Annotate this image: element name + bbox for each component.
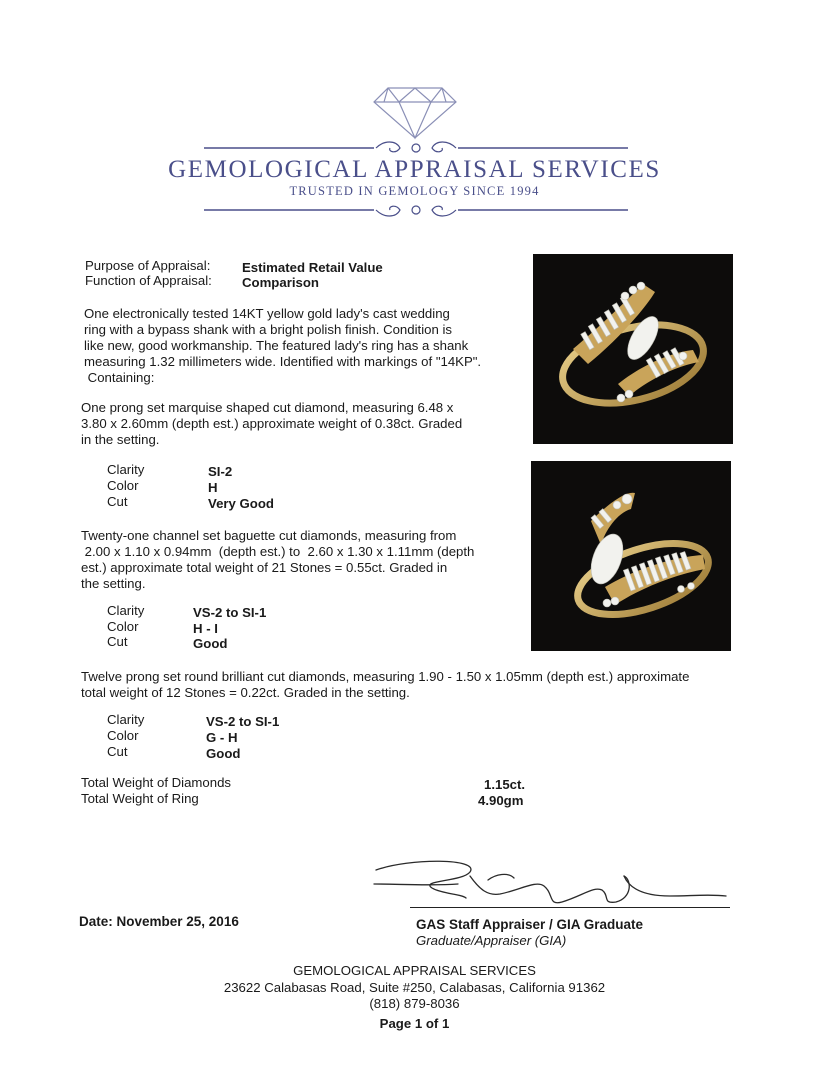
function-value: Comparison	[242, 275, 319, 290]
cut-value: Very Good	[208, 496, 274, 511]
clarity-label: Clarity	[107, 712, 145, 727]
total-ring-value: 4.90gm	[478, 793, 524, 808]
total-diamonds-label: Total Weight of Diamonds	[81, 775, 232, 790]
clarity-label: Clarity	[107, 603, 145, 618]
stone-line: the setting.	[81, 576, 146, 591]
cut-label: Cut	[107, 744, 128, 759]
appraiser-subtitle: Graduate/Appraiser (GIA)	[416, 933, 567, 948]
cut-value: Good	[206, 746, 241, 761]
description-line: like new, good workmanship. The featured lady's ring has a shank	[84, 338, 469, 353]
ring-photo-top	[533, 254, 733, 444]
total-diamonds-value: 1.15ct.	[484, 777, 526, 792]
company-tagline: TRUSTED IN GEMOLOGY SINCE 1994	[289, 184, 540, 198]
stone-line: Twenty-one channel set baguette cut diamonds, measuring from	[81, 528, 457, 543]
stone-line: Twelve prong set round brilliant cut diamonds, measuring 1.90 - 1.50 x 1.05mm (depth est.) approximate	[81, 669, 690, 684]
total-ring-label: Total Weight of Ring	[81, 791, 199, 806]
description-line: Containing:	[84, 370, 155, 385]
diamond-logo-icon	[372, 84, 458, 140]
clarity-value: SI-2	[208, 464, 233, 479]
company-logo-title: GEMOLOGICAL APPRAISAL SERVICES	[168, 156, 661, 183]
description-line: ring with a bypass shank with a bright polish finish. Condition is	[84, 322, 452, 337]
stone-description-marquise	[81, 400, 511, 448]
stone-line: est.) approximate total weight of 21 Stones = 0.55ct. Graded in	[81, 560, 448, 575]
footer-company: GEMOLOGICAL APPRAISAL SERVICES	[293, 963, 536, 978]
color-value: H	[208, 480, 218, 495]
cut-value: Good	[193, 636, 228, 651]
signature-line	[410, 907, 730, 908]
description-line: measuring 1.32 millimeters wide. Identified with markings of "14KP".	[84, 354, 482, 369]
appraisal-date: Date: November 25, 2016	[79, 914, 239, 929]
page-number: Page 1 of 1	[379, 1016, 450, 1031]
color-label: Color	[107, 619, 139, 634]
stone-description-round	[81, 669, 781, 701]
ornament-top-icon	[204, 140, 628, 156]
function-label: Function of Appraisal:	[85, 273, 212, 288]
description-line: One electronically tested 14KT yellow gold lady's cast wedding	[84, 306, 450, 321]
color-label: Color	[107, 728, 139, 743]
clarity-label: Clarity	[107, 462, 145, 477]
stone-line: One prong set marquise shaped cut diamond, measuring 6.48 x	[81, 400, 454, 415]
cut-label: Cut	[107, 634, 128, 649]
clarity-value: VS-2 to SI-1	[193, 605, 267, 620]
signature-scribble	[370, 850, 740, 914]
stone-description-baguette	[81, 528, 521, 592]
footer-address: 23622 Calabasas Road, Suite #250, Calabasas, California 91362	[223, 980, 606, 995]
ornament-bottom-icon	[204, 202, 628, 218]
stone-line: total weight of 12 Stones = 0.22ct. Graded in the setting.	[81, 685, 410, 700]
color-value: G - H	[206, 730, 238, 745]
color-label: Color	[107, 478, 139, 493]
stone-line: in the setting.	[81, 432, 160, 447]
footer-phone: (818) 879-8036	[369, 996, 460, 1011]
ring-photo-side	[531, 461, 731, 651]
purpose-value: Estimated Retail Value	[242, 260, 383, 275]
stone-line: 2.00 x 1.10 x 0.94mm (depth est.) to 2.60 x 1.30 x 1.11mm (depth	[81, 544, 475, 559]
color-value: H - I	[193, 621, 218, 636]
clarity-value: VS-2 to SI-1	[206, 714, 280, 729]
stone-line: 3.80 x 2.60mm (depth est.) approximate weight of 0.38ct. Graded	[81, 416, 463, 431]
cut-label: Cut	[107, 494, 128, 509]
appraiser-title: GAS Staff Appraiser / GIA Graduate	[416, 917, 644, 932]
purpose-label: Purpose of Appraisal:	[85, 258, 211, 273]
ring-description	[84, 306, 514, 386]
